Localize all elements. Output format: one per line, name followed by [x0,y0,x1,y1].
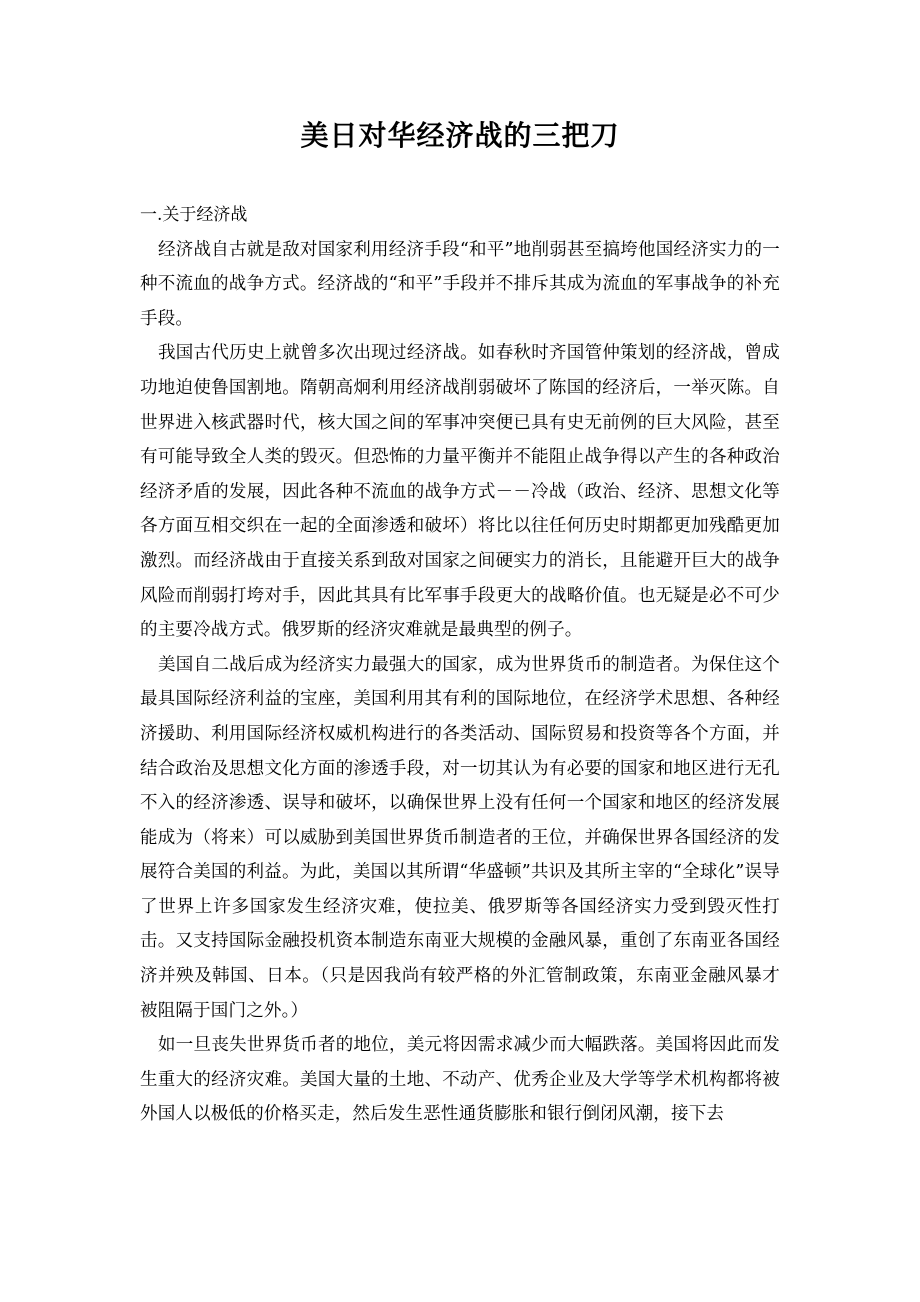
paragraph: 美国自二战后成为经济实力最强大的国家，成为世界货币的制造者。为保住这个最具国际经济利益的宝座，美国利用其有利的国际地位，在经济学术思想、各种经济援助、利用国际经济权威机构进行的各类活动、国际贸易和投资等各个方面，并结合政治及思想文化方面的渗透手段，对一切其认为有必要的国家和地区进行无孔不入的经济渗透、误导和破坏，以确保世界上没有任何一个国家和地区的经济发展能成为（将来）可以威胁到美国世界货币制造者的王位，并确保世界各国经济的发展符合美国的利益。为此，美国以其所谓“华盛顿”共识及其所主宰的“全球化”误导了世界上许多国家发生经济灾难，使拉美、俄罗斯等各国经济实力受到毁灭性打击。又支持国际金融投机资本制造东南亚大规模的金融风暴，重创了东南亚各国经济并殃及韩国、日本。（只是因我尚有较严格的外汇管制政策，东南亚金融风暴才被阻隔于国门之外。） [140,654,780,1021]
document-title: 美日对华经济战的三把刀 [300,119,620,152]
paragraph: 如一旦丧失世界货币者的地位，美元将因需求减少而大幅跌落。美国将因此而发生重大的经济灾难。美国大量的土地、不动产、优秀企业及大学等学术机构都将被外国人以极低的价格买走，然后发生恶性通货膨胀和银行倒闭风潮，接下去 [140,1035,780,1125]
document-body [140,198,780,1132]
paragraph: 经济战自古就是敌对国家利用经济手段“和平”地削弱甚至搞垮他国经济实力的一种不流血的战争方式。经济战的“和平”手段并不排斥其成为流血的军事战争的补充手段。 [140,239,780,329]
section-heading: 一.关于经济战 [140,205,248,225]
paragraph: 我国古代历史上就曾多次出现过经济战。如春秋时齐国管仲策划的经济战，曾成功地迫使鲁国割地。隋朝高炯利用经济战削弱破坏了陈国的经济后，一举灭陈。自世界进入核武器时代，核大国之间的军事冲突便已具有史无前例的巨大风险，甚至有可能导致全人类的毁灭。但恐怖的力量平衡并不能阻止战争得以产生的各种政治经济矛盾的发展，因此各种不流血的战争方式－－冷战（政治、经济、思想文化等各方面互相交织在一起的全面渗透和破坏）将比以往任何历史时期都更加残酷更加激烈。而经济战由于直接关系到敌对国家之间硬实力的消长，且能避开巨大的战争风险而削弱打垮对手，因此其具有比军事手段更大的战略价值。也无疑是必不可少的主要冷战方式。俄罗斯的经济灾难就是最典型的例子。 [140,343,780,641]
